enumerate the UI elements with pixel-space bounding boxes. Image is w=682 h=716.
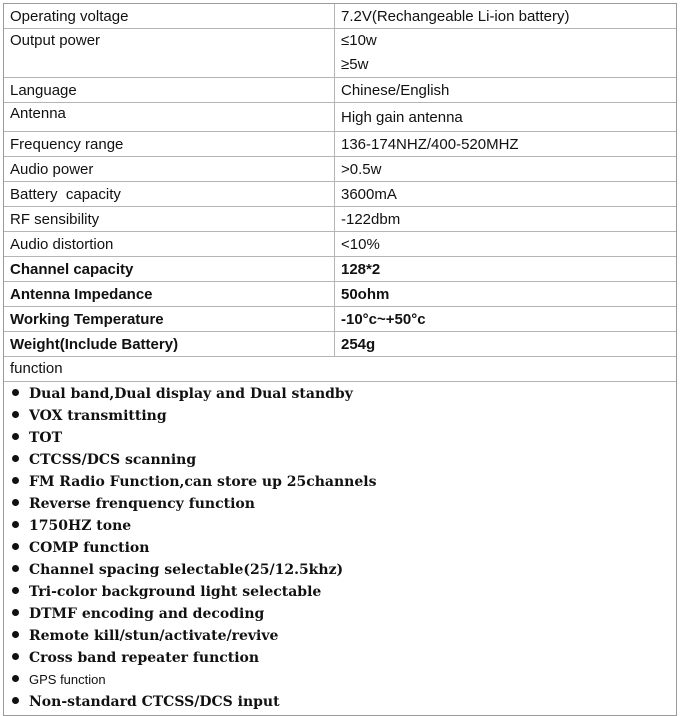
spec-label: Audio power [4,157,335,182]
function-section-header: function [4,357,676,382]
list-item [4,383,676,405]
feature-text: 1750HZ tone [29,518,132,534]
list-item [4,669,676,691]
spec-value: 7.2V(Rechangeable Li-ion battery) [335,4,677,29]
spec-sheet [3,3,677,716]
list-item [4,427,676,449]
list-item [4,493,676,515]
spec-label: Battery capacity [4,182,335,207]
spec-value: -122dbm [335,207,677,232]
feature-text: GPS function [29,672,106,687]
bullet-icon [12,697,19,704]
feature-text: Reverse frenquency function [29,496,255,512]
bullet-icon [12,411,19,418]
table-row [4,257,676,282]
bullet-icon [12,389,19,396]
spec-value: -10°c~+50°c [335,307,677,332]
list-item [4,559,676,581]
spec-label: Operating voltage [4,4,335,29]
table-row [4,103,676,132]
table-row [4,78,676,103]
spec-label: RF sensibility [4,207,335,232]
spec-label: Working Temperature [4,307,335,332]
spec-label: Output power [4,29,335,78]
bullet-icon [12,609,19,616]
table-row [4,182,676,207]
list-item [4,581,676,603]
spec-value: 50ohm [335,282,677,307]
feature-text: CTCSS/DCS scanning [29,452,197,468]
spec-value: <10% [335,232,677,257]
spec-label: Channel capacity [4,257,335,282]
feature-text: FM Radio Function,can store up 25channels [29,474,377,490]
spec-label: Frequency range [4,132,335,157]
spec-value: 128*2 [335,257,677,282]
bullet-icon [12,675,19,682]
bullet-icon [12,521,19,528]
feature-text: TOT [29,430,63,446]
table-row [4,282,676,307]
table-row [4,132,676,157]
list-item [4,405,676,427]
table-row [4,29,676,78]
bullet-icon [12,565,19,572]
bullet-icon [12,631,19,638]
spec-label: Language [4,78,335,103]
spec-value: 3600mA [335,182,677,207]
table-row [4,332,676,357]
spec-value [335,29,677,78]
list-item [4,537,676,559]
feature-text: Tri-color background light selectable [29,584,322,600]
table-row [4,157,676,182]
feature-text: VOX transmitting [29,408,167,424]
feature-text: Cross band repeater function [29,650,260,666]
table-row [4,4,676,29]
feature-list [4,382,676,715]
feature-text: Dual band,Dual display and Dual standby [29,386,353,402]
spec-value: >0.5w [335,157,677,182]
spec-value: Chinese/English [335,78,677,103]
list-item [4,471,676,493]
list-item [4,449,676,471]
bullet-icon [12,587,19,594]
spec-value: 254g [335,332,677,357]
feature-text: Channel spacing selectable(25/12.5khz) [29,562,344,578]
spec-label: Weight(Include Battery) [4,332,335,357]
feature-text: Non-standard CTCSS/DCS input [29,694,280,710]
feature-text: DTMF encoding and decoding [29,606,265,622]
bullet-icon [12,543,19,550]
table-row [4,307,676,332]
list-item [4,625,676,647]
spec-label: Antenna [4,103,335,132]
spec-label: Audio distortion [4,232,335,257]
table-row [4,232,676,257]
spec-value-line: ≤10w [341,32,377,49]
list-item [4,515,676,537]
spec-value: High gain antenna [335,103,677,132]
bullet-icon [12,653,19,660]
spec-value-line: ≥5w [341,56,369,73]
spec-label: Antenna Impedance [4,282,335,307]
bullet-icon [12,499,19,506]
list-item [4,647,676,669]
bullet-icon [12,433,19,440]
table-row [4,207,676,232]
spec-table [4,4,676,357]
feature-text: COMP function [29,540,150,556]
spec-value: 136-174NHZ/400-520MHZ [335,132,677,157]
bullet-icon [12,477,19,484]
bullet-icon [12,455,19,462]
list-item [4,603,676,625]
feature-text: Remote kill/stun/activate/revive [29,628,279,644]
list-item [4,691,676,713]
